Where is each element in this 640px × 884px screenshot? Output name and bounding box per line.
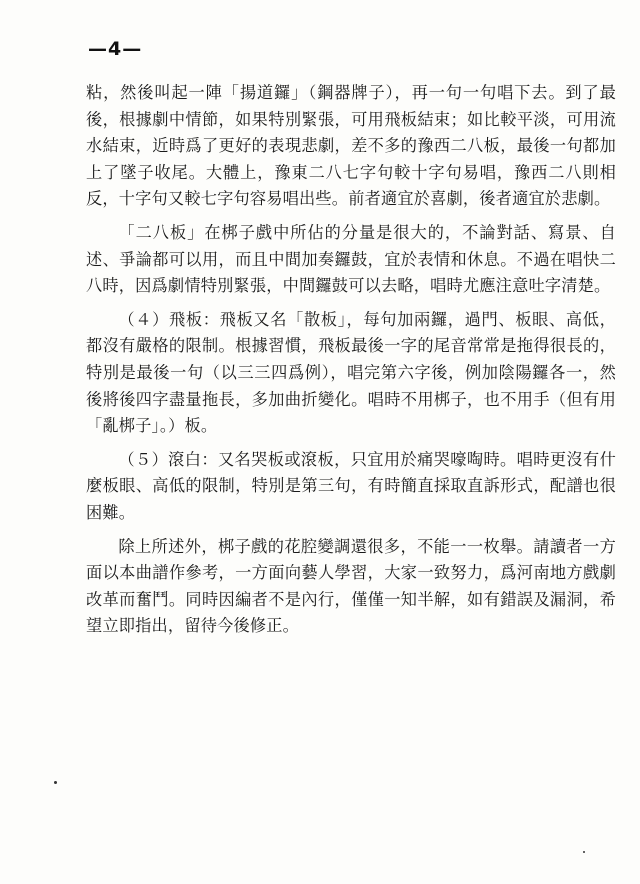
paragraph-erba-ban: 「二八板」在梆子戲中所佔的分量是很大的，不論對話、寫景、自述、爭論都可以用，而且中間加奏鑼鼓，宜於表情和休息。不過在唱快二八時，因爲劇情特別緊張，中間鑼鼓可以去略，唱時尤應注意吐字清楚。 [86, 222, 616, 296]
paragraph-continuation: 粘，然後叫起一陣「揚道鑼」（鋼器牌子），再一句一句唱下去。到了最後，根據劇中情節，如果特別緊張，可用飛板結束；如比較平淡，可用流水結束，近時爲了更好的表現悲劇，差不多的豫西二八板，最後一句都加上了墜子收尾。大體上，豫東二八七字句較十字句易唱，豫西二八則相反，十字句又較七字句容易唱出些。前者適宜於喜劇，後者適宜於悲劇。 [86, 83, 616, 209]
paragraph-fei-ban: （４）飛板：飛板又名「散板」，每句加兩鑼，過門、板眼、高低，都沒有嚴格的限制。根據習慣，飛板最後一字的尾音常常是拖得很長的，特別是最後一句（以三三四爲例），唱完第六字後，例加陰陽鑼各一，然後將後四字盡量拖長，多加曲折變化。唱時不用梆子，也不用手（但有用「亂梆子」。）板。 [86, 309, 616, 436]
scan-speck [54, 781, 57, 784]
body-text [86, 80, 616, 647]
paragraph-gun-bai: （５）滾白：又名哭板或滾板，只宜用於痛哭嚎啕時。唱時更沒有什麼板眼、高低的限制，特別是第三句，有時簡直採取直訴形式，配譜也很困難。 [86, 449, 616, 522]
scan-speck [583, 851, 585, 853]
paragraph-closing: 除上所述外，梆子戲的花腔變調還很多，不能一一枚舉。請讀者一方面以本曲譜作參考，一方面向藝人學習，大家一致努力，爲河南地方戲劇改革而奮鬥。同時因編者不是內行，僅僅一知半解，如有錯誤及漏洞，希望立即指出，留待今後修正。 [86, 536, 616, 636]
page-number: —4— [88, 38, 143, 60]
